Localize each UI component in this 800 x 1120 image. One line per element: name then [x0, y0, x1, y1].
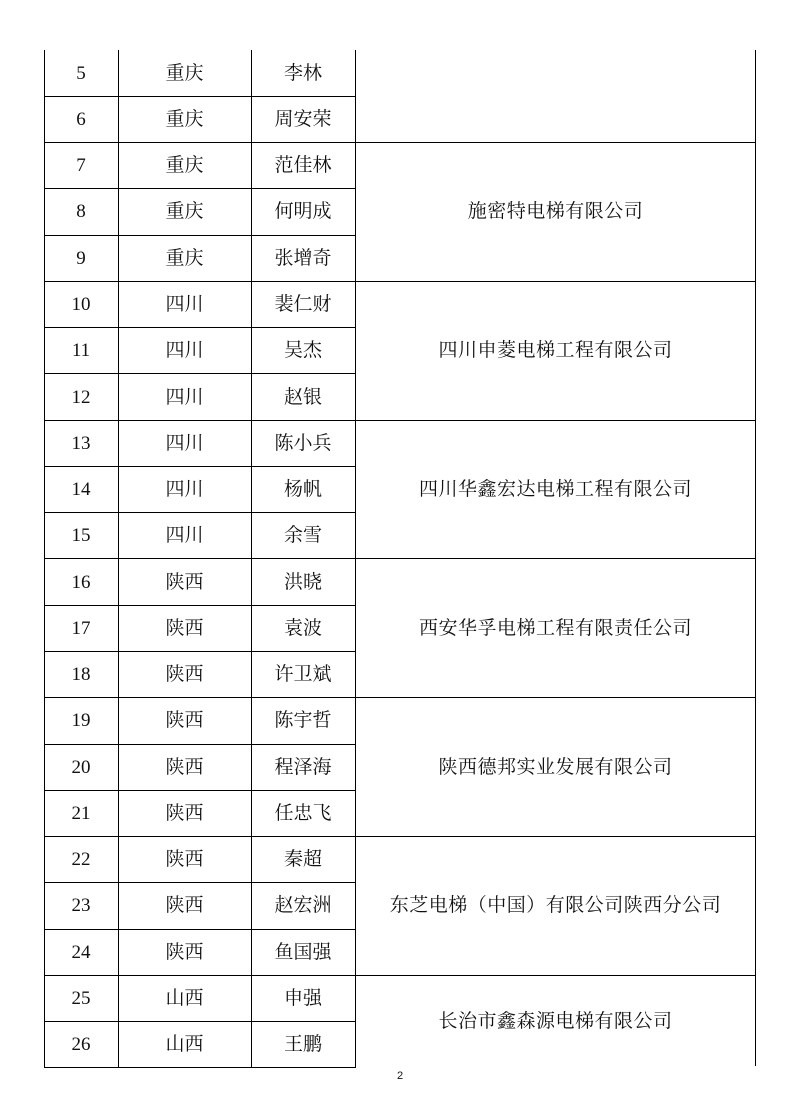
column-divider	[251, 50, 252, 1068]
region-cell: 陕西	[165, 616, 204, 639]
row-number-cell: 24	[71, 941, 91, 963]
region-cell: 重庆	[165, 154, 204, 177]
row-number-cell: 18	[71, 664, 91, 686]
region-cell: 四川	[165, 431, 204, 454]
row-number-cell: 20	[71, 756, 91, 778]
region-cell: 四川	[165, 292, 204, 315]
region-cell: 重庆	[165, 246, 204, 269]
name-cell: 余雪	[283, 524, 322, 547]
company-cell: 陕西德邦实业发展有限公司	[438, 755, 673, 778]
name-cell: 洪晓	[283, 570, 322, 593]
company-cell: 施密特电梯有限公司	[467, 200, 644, 223]
name-cell: 裴仁财	[274, 292, 332, 315]
name-cell: 杨帆	[283, 478, 322, 501]
name-cell: 申强	[283, 987, 322, 1010]
name-cell: 周安荣	[274, 107, 332, 130]
company-cell: 东芝电梯（中国）有限公司陕西分公司	[389, 894, 722, 917]
region-cell: 陕西	[165, 940, 204, 963]
name-cell: 陈小兵	[274, 431, 332, 454]
table-bottom-border	[44, 1067, 355, 1068]
name-cell: 赵银	[283, 385, 322, 408]
row-number-cell: 17	[71, 617, 91, 639]
region-cell: 重庆	[165, 107, 204, 130]
page-number: 2	[396, 1070, 404, 1082]
name-cell: 任忠飞	[274, 801, 332, 824]
name-cell: 赵宏洲	[274, 894, 332, 917]
name-cell: 鱼国强	[274, 940, 332, 963]
row-number-cell: 13	[71, 432, 91, 454]
region-cell: 陕西	[165, 848, 204, 871]
column-divider	[355, 50, 356, 1068]
table-right-border	[755, 50, 756, 1066]
company-cell	[355, 50, 756, 143]
row-number-cell: 14	[71, 479, 91, 501]
region-cell: 陕西	[165, 709, 204, 732]
row-number-cell: 6	[76, 108, 86, 130]
row-number-cell: 9	[76, 247, 86, 269]
company-cell: 四川华鑫宏达电梯工程有限公司	[418, 478, 692, 501]
region-cell: 四川	[165, 478, 204, 501]
row-number-cell: 5	[76, 62, 86, 84]
region-cell: 四川	[165, 339, 204, 362]
region-cell: 重庆	[165, 200, 204, 223]
row-number-cell: 21	[71, 802, 91, 824]
name-cell: 王鹏	[283, 1033, 322, 1056]
region-cell: 陕西	[165, 801, 204, 824]
region-cell: 重庆	[165, 61, 204, 84]
region-cell: 陕西	[165, 663, 204, 686]
row-number-cell: 23	[71, 895, 91, 917]
row-number-cell: 16	[71, 571, 91, 593]
row-number-cell: 8	[76, 201, 86, 223]
row-number-cell: 11	[71, 340, 91, 362]
company-cell: 四川申菱电梯工程有限公司	[438, 339, 673, 362]
row-number-cell: 10	[71, 293, 91, 315]
company-cell: 西安华孚电梯工程有限责任公司	[418, 616, 692, 639]
region-cell: 陕西	[165, 894, 204, 917]
row-number-cell: 15	[71, 525, 91, 547]
name-cell: 吴杰	[283, 339, 322, 362]
region-cell: 四川	[165, 524, 204, 547]
name-cell: 秦超	[283, 848, 322, 871]
row-number-cell: 7	[76, 155, 86, 177]
region-cell: 山西	[165, 1033, 204, 1056]
name-cell: 许卫斌	[274, 663, 332, 686]
name-cell: 陈宇哲	[274, 709, 332, 732]
row-number-cell: 26	[71, 1034, 91, 1056]
name-cell: 范佳林	[274, 154, 332, 177]
company-cell: 长治市鑫森源电梯有限公司	[438, 1010, 673, 1033]
region-cell: 四川	[165, 385, 204, 408]
row-number-cell: 19	[71, 710, 91, 732]
personnel-table	[44, 50, 756, 1068]
row-number-cell: 25	[71, 988, 91, 1010]
row-number-cell: 12	[71, 386, 91, 408]
column-divider	[118, 50, 119, 1068]
name-cell: 程泽海	[274, 755, 332, 778]
table-left-border	[44, 50, 45, 1068]
name-cell: 李林	[283, 61, 322, 84]
region-cell: 陕西	[165, 755, 204, 778]
row-number-cell: 22	[71, 849, 91, 871]
region-cell: 陕西	[165, 570, 204, 593]
region-cell: 山西	[165, 987, 204, 1010]
name-cell: 张增奇	[274, 246, 332, 269]
name-cell: 袁波	[283, 616, 322, 639]
name-cell: 何明成	[274, 200, 332, 223]
